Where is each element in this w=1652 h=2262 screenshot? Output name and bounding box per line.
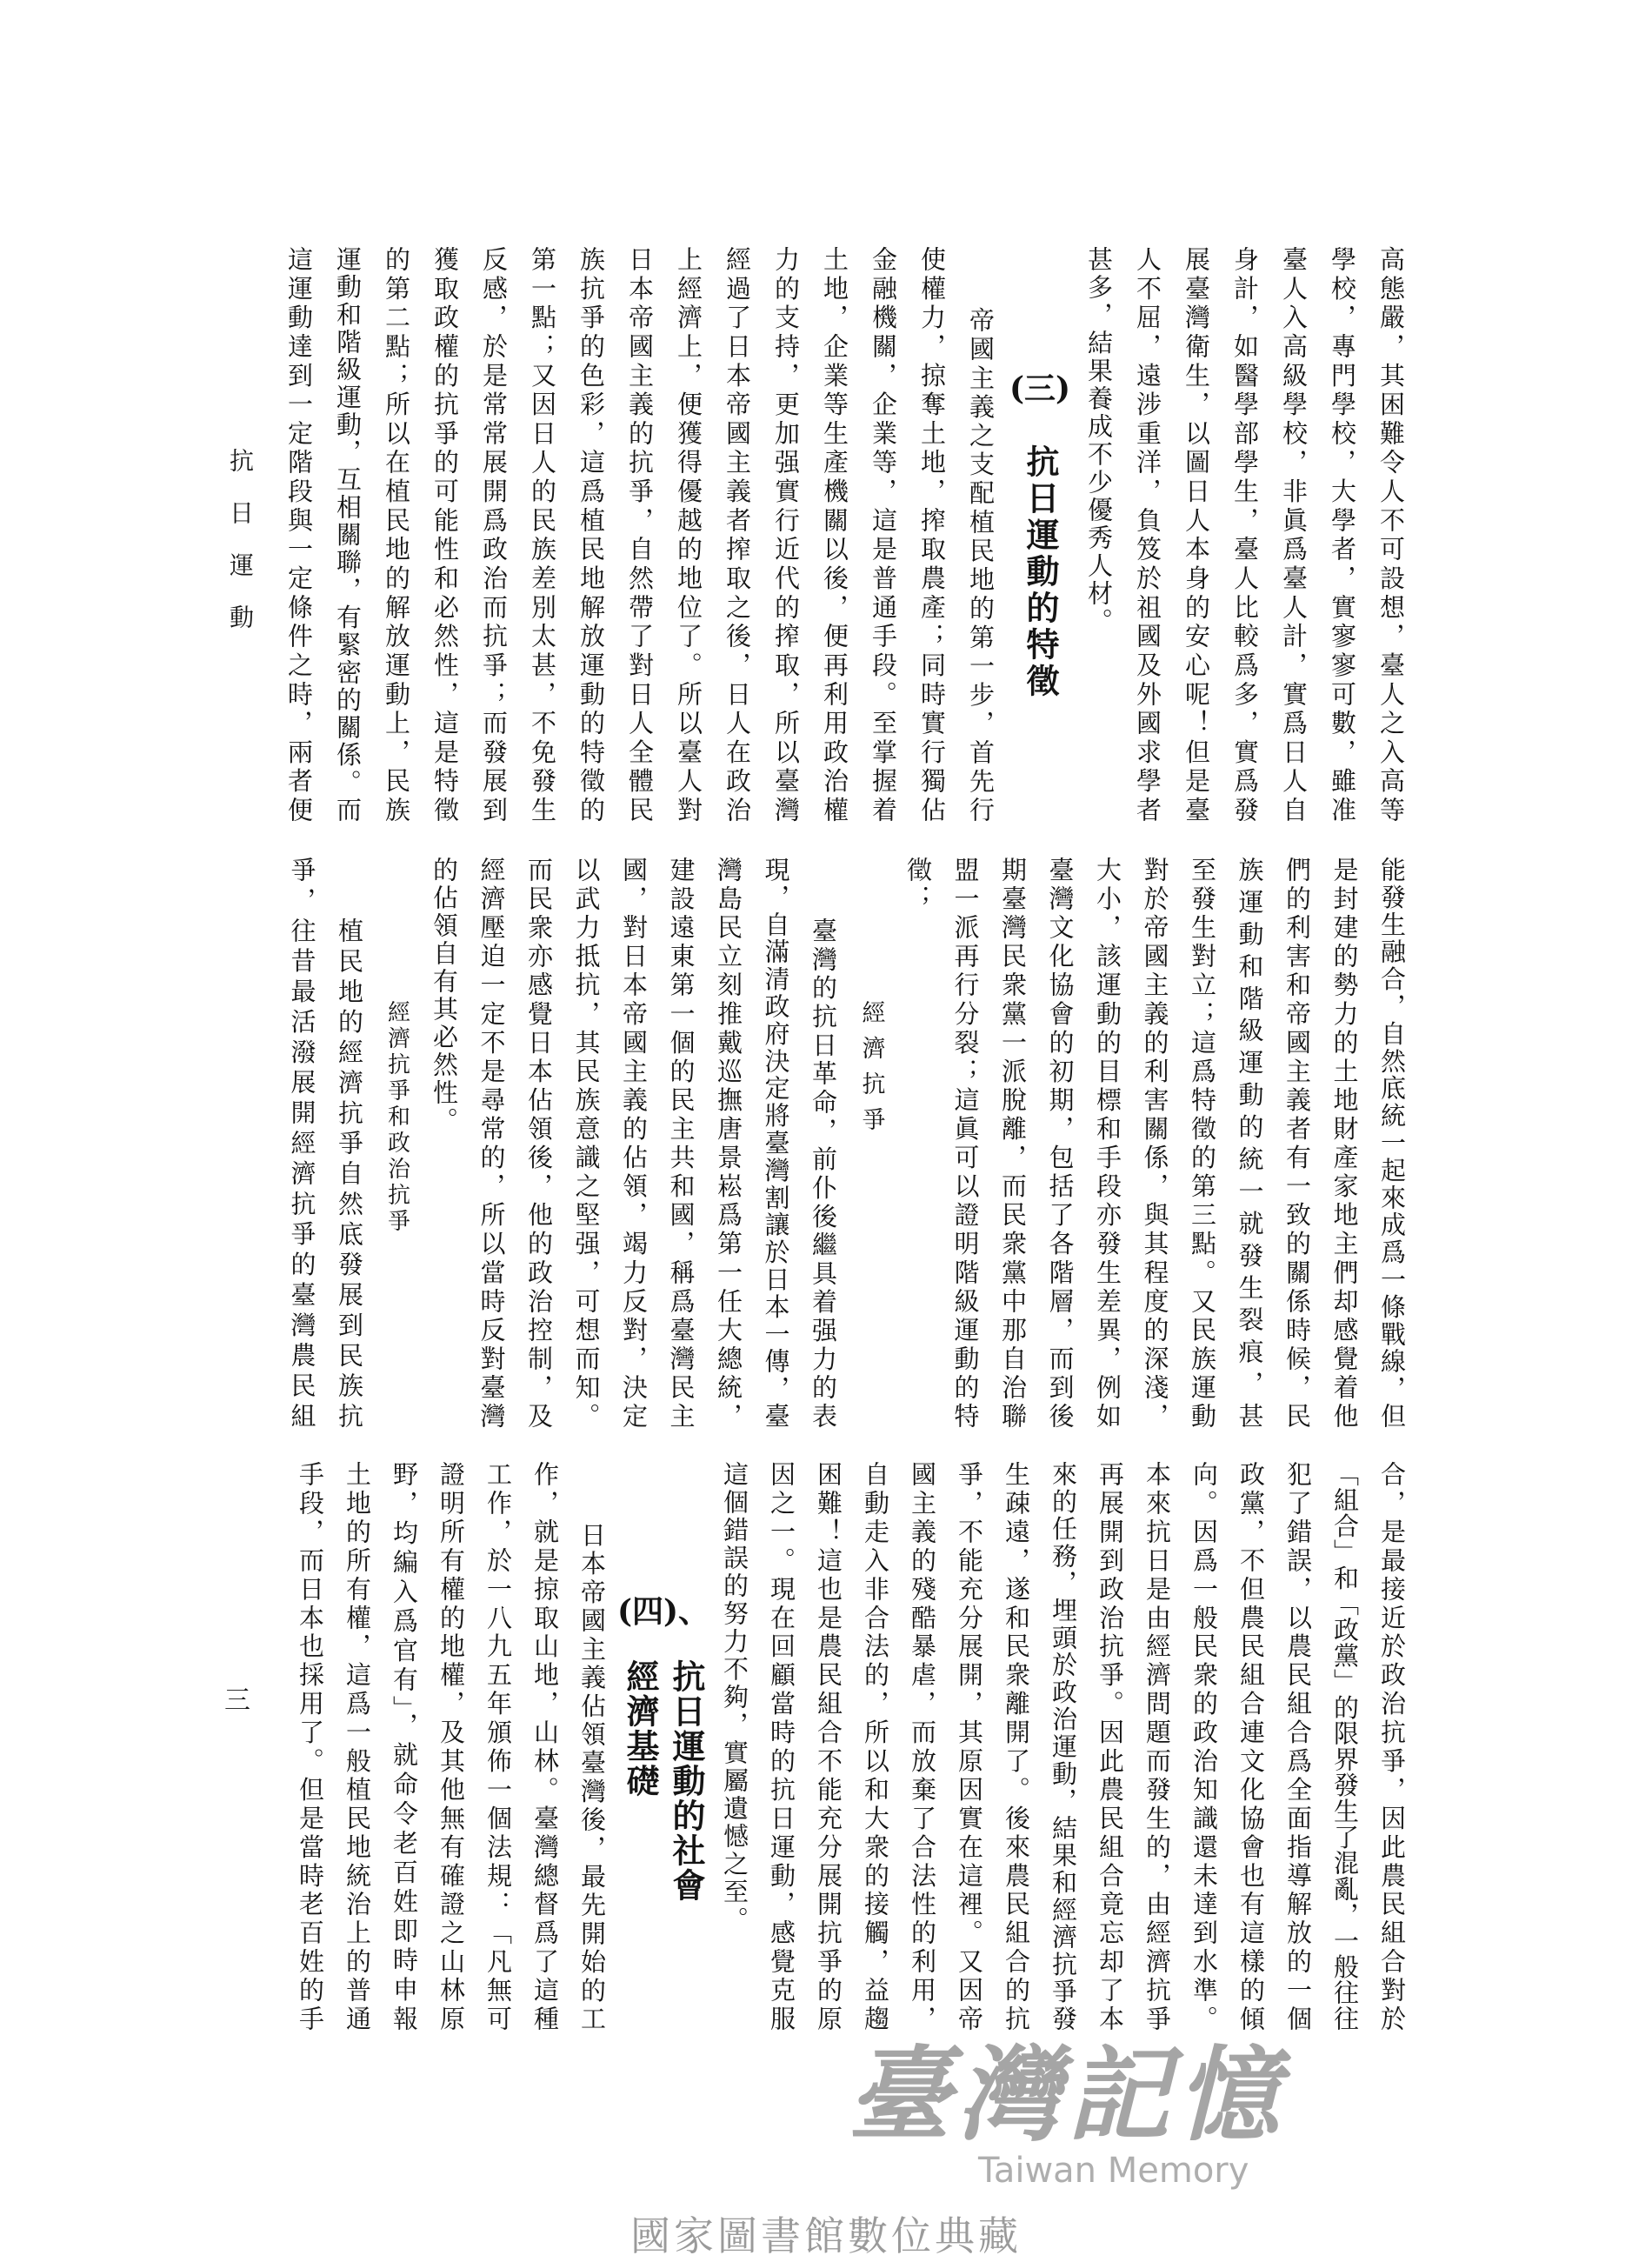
text-column: 的第二點；所以在植民地的解放運動上，民族 bbox=[382, 246, 411, 822]
text-column: 土地的所有權，這爲一般植民地統治上的普通 bbox=[343, 1461, 372, 2031]
text-column: 經過了日本帝國主義者搾取之後，日人在政治 bbox=[723, 246, 752, 822]
text-column: 臺人入高級學校，非眞爲臺人計，實爲日人自 bbox=[1279, 246, 1309, 822]
text-column: 以武力抵抗，其民族意識之堅强，可想而知。 bbox=[571, 857, 602, 1428]
text-column: 力的支持，更加强實行近代的搾取，所以臺灣 bbox=[771, 246, 801, 822]
text-column: 野，均編入爲官有」，就命令老百姓即時申報 bbox=[390, 1461, 419, 2031]
section-title-line: 經濟基礎 bbox=[621, 1659, 660, 1798]
section-number: (三) bbox=[1009, 370, 1071, 407]
text-column: 國主義的殘酷暴虐，而放棄了合法性的利用， bbox=[908, 1461, 937, 2031]
text-column: 日本帝國主義的抗爭，自然帶了對日人全體民 bbox=[625, 246, 655, 822]
text-column: 使權力，掠奪土地，搾取農產；同時實行獨佔 bbox=[917, 246, 947, 822]
text-column: 臺灣的抗日革命，前仆後繼具着强力的表 bbox=[809, 917, 838, 1428]
text-column: 能發生融合，自然底統一起來成爲一條戰線，但 bbox=[1377, 857, 1407, 1428]
text-column: 爭，不能充分展開，其原因實在這裡。又因帝 bbox=[955, 1461, 984, 2031]
text-column: 學校，專門學校，大學者，實寥寥可數，雖准 bbox=[1328, 246, 1357, 822]
text-column: 經濟壓迫一定不是尋常的，所以當時反對臺灣 bbox=[476, 857, 507, 1428]
text-column: 爭，往昔最活潑展開經濟抗爭的臺灣農民組 bbox=[287, 857, 317, 1428]
text-column: 運動和階級運動，互相關聯，有緊密的關係。而 bbox=[333, 246, 363, 822]
watermark-english-text: Taiwan Memory bbox=[978, 2151, 1249, 2191]
text-column: 金融機關，企業等，這是普通手段。至掌握着 bbox=[869, 246, 898, 822]
text-column: 因之一。現在回顧當時的抗日運動，感覺克服 bbox=[767, 1461, 796, 2031]
text-column: 族抗爭的色彩，這爲植民地解放運動的特徵的 bbox=[576, 246, 606, 822]
text-column: 身計，如醫學部學生，臺人比較爲多，實爲發 bbox=[1230, 246, 1260, 822]
text-column: 是封建的勢力的土地財產家地主們却感覺着他 bbox=[1329, 857, 1360, 1428]
watermark-chinese-text: 臺灣記憶 bbox=[848, 2034, 1287, 2155]
subheading: 經濟抗爭和政治抗爭 bbox=[383, 1000, 410, 1235]
text-column: 土地，企業等生產機關以後，便再利用政治權 bbox=[820, 246, 849, 822]
text-column: 族運動和階級運動的統一就發生裂痕，甚 bbox=[1235, 857, 1265, 1428]
text-column: 這個錯誤的努力不夠，實屬遺憾之至。 bbox=[720, 1461, 749, 1934]
text-column: 徵； bbox=[903, 857, 933, 912]
text-column: 人不屈，遠涉重洋，負笈於祖國及外國求學者 bbox=[1133, 246, 1162, 822]
text-column: 期臺灣民衆黨一派脫離，而民衆黨中那自治聯 bbox=[998, 857, 1028, 1428]
text-column: 本來抗日是由經濟問題而發生的，由經濟抗爭 bbox=[1142, 1461, 1172, 2031]
text-column: 再展開到政治抗爭。因此農民組合竟忘却了本 bbox=[1096, 1461, 1125, 2031]
text-column: 們的利害和帝國主義者有一致的關係時候，民 bbox=[1282, 857, 1312, 1428]
page-number: 三 bbox=[224, 1685, 250, 1716]
text-column: 第一點；又因日人的民族差別太甚，不免發生 bbox=[528, 246, 557, 822]
text-column: 合，是最接近於政治抗爭，因此農民組合對於 bbox=[1377, 1461, 1407, 2031]
subheading: 經濟抗爭 bbox=[857, 1000, 885, 1143]
text-block-top bbox=[275, 246, 1416, 822]
text-column: 甚多，結果養成不少優秀人材。 bbox=[1084, 246, 1114, 636]
text-column: 這運動達到一定階段與一定條件之時，兩者便 bbox=[284, 246, 314, 822]
running-head: 抗日運動 bbox=[226, 448, 255, 657]
text-column: 植民地的經濟抗爭自然底發展到民族抗 bbox=[335, 917, 364, 1428]
text-column: 大小，該運動的目標和手段亦發生差異，例如 bbox=[1093, 857, 1122, 1428]
text-column: 獲取政權的抗爭的可能性和必然性，這是特徵 bbox=[430, 246, 460, 822]
taiwan-memory-watermark-logo bbox=[848, 2034, 1335, 2192]
text-column: 盟一派再行分裂；這眞可以證明階級運動的特 bbox=[950, 857, 981, 1428]
section-heading bbox=[1005, 246, 1075, 822]
text-column: 生疎遠，遂和民衆離開了。後來農民組合的抗 bbox=[1002, 1461, 1031, 2031]
text-block-middle bbox=[278, 857, 1416, 1428]
section-heading bbox=[616, 1461, 711, 2031]
text-column: 至發生對立；這爲特徵的第三點。又民族運動 bbox=[1188, 857, 1217, 1428]
footer-collection-label: 國家圖書館數位典藏 bbox=[630, 2212, 1022, 2259]
text-column: 向。因爲一般民衆的政治知識還未達到水準。 bbox=[1189, 1461, 1219, 2031]
text-column: 展臺灣衛生，以圖日人本身的安心呢！但是臺 bbox=[1182, 246, 1211, 822]
text-column: 來的任務，埋頭於政治運動，結果和經濟抗爭發 bbox=[1049, 1461, 1078, 2031]
text-column: 現，自滿清政府決定將臺灣割讓於日本一傳，臺 bbox=[761, 857, 791, 1428]
text-column: 高態嚴，其困難令人不可設想，臺人之入高等 bbox=[1376, 246, 1406, 822]
text-column: 上經濟上，便獲得優越的地位了。所以臺人對 bbox=[674, 246, 703, 822]
text-column: 自動走入非合法的，所以和大衆的接觸，益趨 bbox=[861, 1461, 890, 2031]
section-number: (四)、 bbox=[616, 1593, 710, 1630]
section-title: 抗日運動的特徵 bbox=[1021, 444, 1060, 700]
text-column: 反感，於是常常展開爲政治而抗爭；而發展到 bbox=[479, 246, 509, 822]
text-column: 政黨，不但農民組合連文化協會也有這樣的傾 bbox=[1236, 1461, 1266, 2031]
text-column: 國，對日本帝國主義的佔領，竭力反對，決定 bbox=[619, 857, 649, 1428]
text-column: 對於帝國主義的利害關係，與其程度的深淺， bbox=[1140, 857, 1170, 1428]
text-block-bottom bbox=[287, 1461, 1416, 2031]
text-column: 作，就是掠取山地，山林。臺灣總督爲了這種 bbox=[530, 1461, 560, 2031]
text-column: 證明所有權的地權，及其他無有確證之山林原 bbox=[436, 1461, 466, 2031]
text-column: 犯了錯誤，以農民組合爲全面指導解放的一個 bbox=[1283, 1461, 1313, 2031]
text-column: 手段，而日本也採用了。但是當時老百姓的手 bbox=[296, 1461, 325, 2031]
text-column: 困難！這也是農民組合不能充分展開抗爭的原 bbox=[814, 1461, 843, 2031]
text-column: 日本帝國主義佔領臺灣後，最先開始的工 bbox=[577, 1522, 607, 2031]
text-column: 灣島民立刻推戴巡撫唐景崧爲第一任大總統， bbox=[714, 857, 743, 1428]
section-title-line: 抗日運動的社會 bbox=[667, 1659, 706, 1903]
text-column: 「組合」和「政黨」的限界發生了混亂，一般往往 bbox=[1330, 1461, 1360, 2031]
text-column: 工作，於一八九五年頒佈一個法規：「凡無可 bbox=[483, 1461, 513, 2031]
text-column: 的佔領自有其必然性。 bbox=[430, 857, 459, 1135]
text-column: 帝國主義之支配植民地的第一步，首先行 bbox=[966, 307, 996, 822]
text-column: 建設遠東第一個的民主共和國，稱爲臺灣民主 bbox=[666, 857, 696, 1428]
text-column: 臺灣文化協會的初期，包括了各階層，而到後 bbox=[1045, 857, 1076, 1428]
text-column: 而民衆亦感覺日本佔領後，他的政治控制，及 bbox=[524, 857, 554, 1428]
